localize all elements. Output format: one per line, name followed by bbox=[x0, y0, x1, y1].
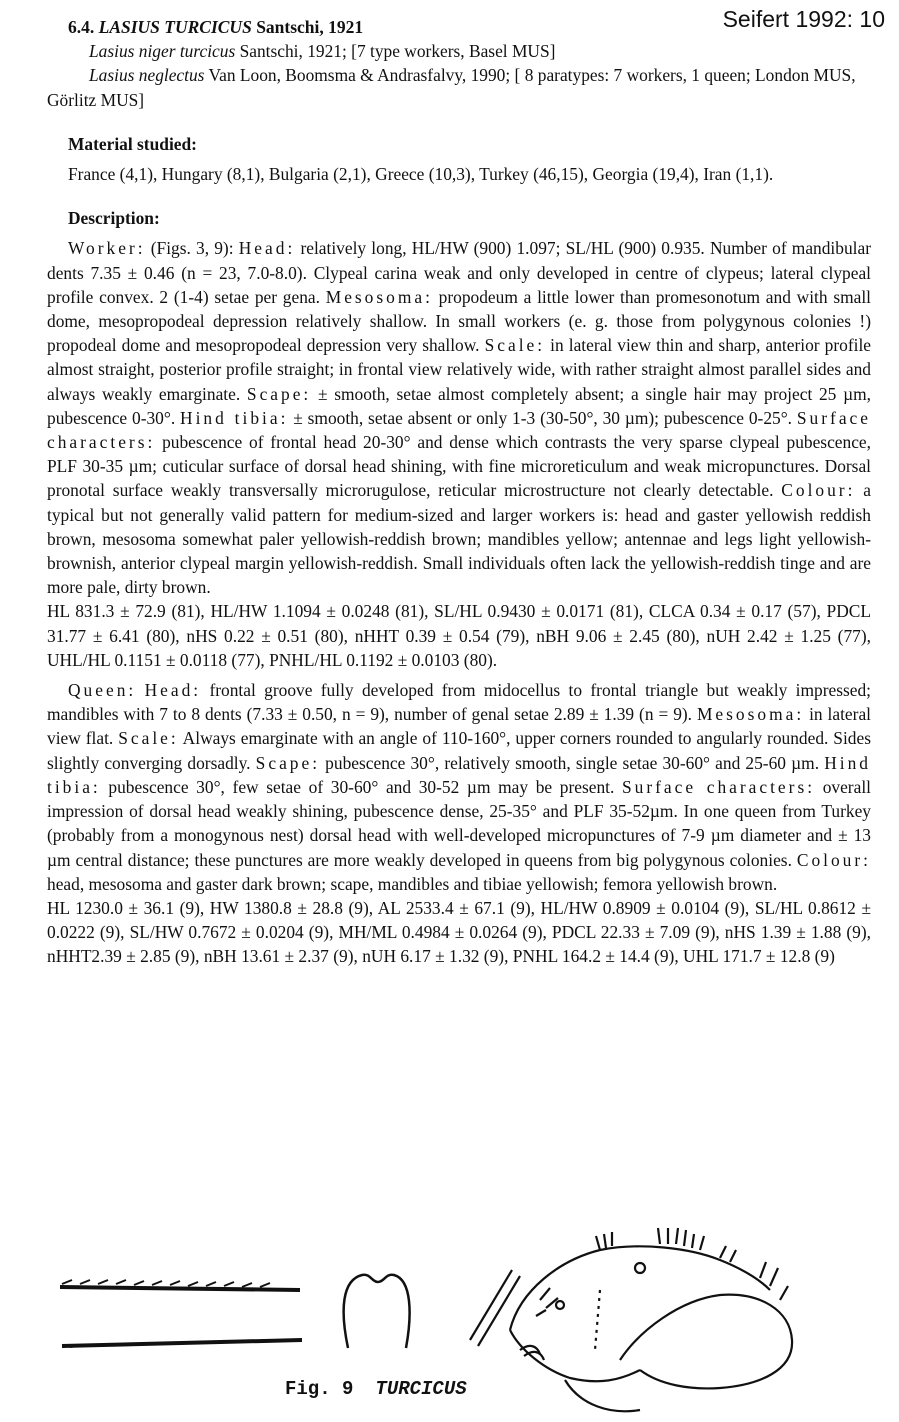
queen-colour-text: head, mesosoma and gaster dark brown; scape, mandibles and tibiae yellowish; femora yellowish brown. bbox=[47, 873, 778, 894]
species-heading bbox=[68, 15, 871, 39]
lateral-body-drawing bbox=[470, 1228, 792, 1411]
queen-head-label: Head: bbox=[144, 680, 202, 701]
material-text: France (4,1), Hungary (8,1), Bulgaria (2,1), Greece (10,3), Turkey (46,15), Georgia (19,4), Iran (1,1). bbox=[68, 164, 774, 185]
synonym-1 bbox=[47, 39, 871, 63]
colour-label: Colour: bbox=[781, 480, 856, 501]
surface-label: Surface characters: bbox=[47, 407, 871, 453]
queen-morphometrics: HL 1230.0 ± 36.1 (9), HW 1380.8 ± 28.8 (9), AL 2533.4 ± 67.1 (9), HL/HW 0.8909 ± 0.0104 (9), SL/HL 0.8612 ± 0.0222 (9), SL/HW 0.7672 ± 0.0204 (9), MH/ML 0.4984 ± 0.0264 (9), PDCL 22.33 ± 7.09 (9), nHS 1.39 ± 1.88 (9), nHHT2.39 ± 2.85 (9), nBH 13.61 ± 2.37 (9), nUH 6.17 ± 1.32 (9), PNHL 164.2 ± 14.4 (9), UHL 171.7 ± 12.8 (9) bbox=[47, 897, 871, 967]
worker-morphometrics: HL 831.3 ± 72.9 (81), HL/HW 1.1094 ± 0.0248 (81), SL/HL 0.9430 ± 0.0171 (81), CLCA 0.34 ± 0.17 (57), PDCL 31.77 ± 6.41 (80), nHS 0.22 ± 0.51 (80), nHHT 0.39 ± 0.54 (79), nBH 9.06 ± 2.45 (80), nUH 2.42 ± 1.25 (77), UHL/HL 0.1151 ± 0.0118 (77), PNHL/HL 0.1192 ± 0.0103 (80). bbox=[47, 601, 871, 670]
queen-text bbox=[136, 680, 144, 700]
queen-colour-label: Colour: bbox=[796, 849, 871, 870]
worker-description bbox=[47, 236, 871, 599]
description-title: Description: bbox=[68, 208, 160, 229]
surface-text: pubescence of frontal head 20-30° and dense which contrasts the very sparse clypeal pubescence, PLF 30-35 µm; cuticular surface of dorsal head shining, with fine microreticulum and weak micropunctures. Dorsal pronotal surface weakly transversally microrugulose, reticular microstructure not clearly detectable. bbox=[47, 432, 871, 501]
queen-description bbox=[47, 678, 871, 896]
synonym-2 bbox=[47, 63, 871, 111]
mesosoma-label: Mesosoma: bbox=[325, 286, 433, 307]
figure-caption bbox=[285, 1378, 467, 1400]
queen-mesosoma-text: in lateral view flat. bbox=[47, 704, 871, 749]
synonym-text: Santschi, 1921; [7 type workers, Basel MUS] bbox=[235, 41, 556, 62]
material-title: Material studied: bbox=[68, 133, 197, 154]
page-citation: Seifert 1992: 10 bbox=[722, 6, 885, 32]
queen-scape-label: Scape: bbox=[255, 752, 321, 773]
head-text: relatively long, HL/HW (900) 1.097; SL/HL (900) 0.935. Number of mandibular dents 7.35 ± 0.46 (n = 23, 7.0-8.0). Clypeal carina weak and only developed in centre of clypeus; lateral clypeal profile convex. 2 (1-4) setae per gena. bbox=[47, 238, 871, 307]
heading-species: LASIUS TURCICUS bbox=[98, 17, 252, 37]
queen-scale-label: Scale: bbox=[118, 728, 179, 749]
main-content bbox=[47, 15, 871, 969]
scale-label: Scale: bbox=[484, 335, 546, 356]
queen-hind-tibia-text: pubescence 30°, few setae of 30-60° and 30-52 µm may be present. bbox=[100, 776, 622, 797]
figure-label: Fig. 9 bbox=[285, 1378, 354, 1400]
scale-text: in lateral view thin and sharp, anterior profile almost straight, posterior profile straight; in frontal view relatively wide, with rather straight almost parallel sides and always weakly emarginate. bbox=[47, 335, 871, 404]
queen-scape-text: pubescence 30°, relatively smooth, single setae 30-60° and 25-60 µm. bbox=[320, 752, 825, 773]
synonym-name: Lasius neglectus bbox=[89, 65, 205, 86]
head-label: Head: bbox=[238, 238, 296, 259]
queen-label: Queen: bbox=[68, 680, 137, 701]
worker-text: (Figs. 3, 9): bbox=[145, 238, 239, 259]
scale-drawing bbox=[344, 1275, 410, 1348]
scape-drawing bbox=[60, 1280, 302, 1347]
mesosoma-text: propodeum a little lower than promesonotum and with small dome, mesopropodeal depression relatively shallow. In small workers (e. g. those from polygynous colonies !) propodeal dome and mesopropodeal depression very shallow. bbox=[47, 286, 872, 356]
queen-hind-tibia-label: Hind tibia: bbox=[47, 752, 871, 797]
scape-label: Scape: bbox=[246, 383, 312, 404]
queen-mesosoma-label: Mesosoma: bbox=[696, 704, 805, 725]
scape-text: ± smooth, setae almost completely absent; a single hair may project 25 µm, pubescence 0-30°. bbox=[47, 383, 871, 428]
synonym-name: Lasius niger turcicus bbox=[89, 41, 236, 62]
worker-label: Worker: bbox=[68, 238, 146, 259]
queen-surface-label: Surface characters: bbox=[621, 776, 816, 797]
heading-number: 6.4. bbox=[68, 17, 95, 37]
queen-surface-text: overall impression of dorsal head weakly shining, pubescence dense, 25-35° and PLF 35-52µm. In one queen from Turkey (probably from a monogynous nest) dorsal head with well-developed micropunctures of 7-9 µm diameter and ± 13 µm central distance; these punctures are more weakly developed in queens from big polygynous colonies. bbox=[47, 776, 871, 870]
colour-text: a typical but not generally valid pattern for medium-sized and larger workers is: head and gaster yellowish reddish brown, mesosoma somewhat paler yellowish-reddish brown; mandibles yellow; antennae and legs light yellowish-brownish, anterior clypeal margin yellowish-reddish. Small individuals often lack the yellowish-reddish tinge and are more pale, dirty brown. bbox=[47, 480, 871, 598]
hind-tibia-label: Hind tibia: bbox=[180, 407, 289, 428]
queen-scale-text: Always emarginate with an angle of 110-160°, upper corners rounded to angularly rounded. Sides slightly converging dorsadly. bbox=[47, 728, 871, 773]
figure-species-name: TURCICUS bbox=[375, 1378, 467, 1400]
synonym-text: Van Loon, Boomsma & Andrasfalvy, 1990; [ 8 paratypes: 7 workers, 1 queen; London MUS, Görlitz MUS] bbox=[47, 65, 856, 110]
queen-head-text: frontal groove fully developed from midocellus to frontal triangle but weakly impressed; mandibles with 7 to 8 dents (7.33 ± 0.50, n = 9), number of genal setae 2.89 ± 1.39 (n = 9). bbox=[47, 680, 871, 725]
heading-author: Santschi, 1921 bbox=[256, 17, 364, 37]
hind-tibia-text: ± smooth, setae absent or only 1-3 (30-50°, 30 µm); pubescence 0-25°. bbox=[288, 407, 797, 428]
